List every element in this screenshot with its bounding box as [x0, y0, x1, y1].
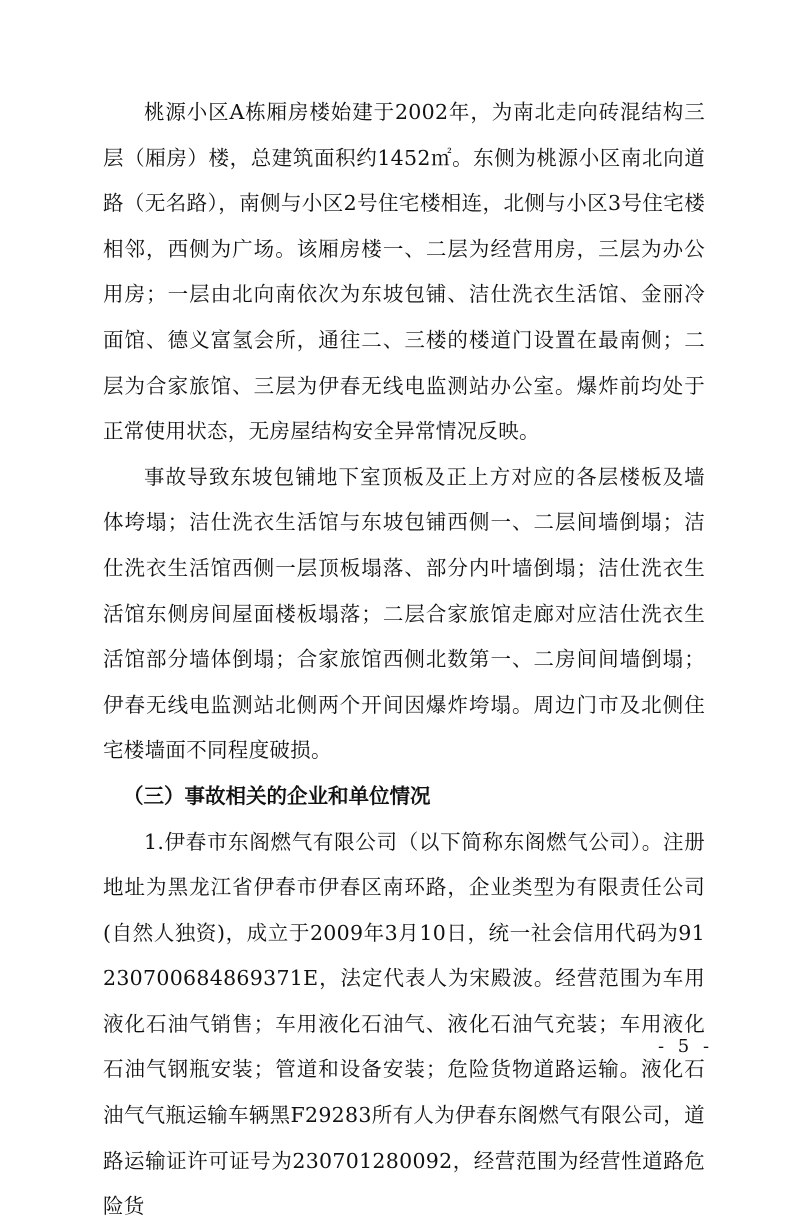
- body-text: [103, 90, 705, 1230]
- paragraph-building-description: 桃源小区A栋厢房楼始建于2002年，为南北走向砖混结构三层（厢房）楼，总建筑面积约1452㎡。东侧为桃源小区南北向道路（无名路），南侧与小区2号住宅楼相连，北侧与小区3号住宅楼相邻，西侧为广场。该厢房楼一、二层为经营用房，三层为办公用房；一层由北向南依次为东坡包铺、洁仕洗衣生活馆、金丽冷面馆、德义富氢会所，通往二、三楼的楼道门设置在最南侧；二层为合家旅馆、三层为伊春无线电监测站办公室。爆炸前均处于正常使用状态，无房屋结构安全异常情况反映。: [103, 100, 705, 444]
- page-number: - 5 -: [658, 1036, 714, 1057]
- paragraph-company-info: 1.伊春市东阁燃气有限公司（以下简称东阁燃气公司）。注册地址为黑龙江省伊春市伊春区南环路，企业类型为有限责任公司(自然人独资)，成立于2009年3月10日，统一社会信用代码为91230700684869371E，法定代表人为宋殿波。经营范围为车用液化石油气销售；车用液化石油气、液化石油气充装；车用液化石油气钢瓶安装；管道和设备安装；危险货物道路运输。液化石油气气瓶运输车辆黑F29283所有人为伊春东阁燃气有限公司，道路运输证许可证号为230701280092，经营范围为经营性道路危险货: [103, 829, 705, 1219]
- section-heading: （三）事故相关的企业和单位情况: [123, 783, 431, 808]
- paragraph-damage-description: 事故导致东坡包铺地下室顶板及正上方对应的各层楼板及墙体垮塌；洁仕洗衣生活馆与东坡包铺西侧一、二层间墙倒塌；洁仕洗衣生活馆西侧一层顶板塌落、部分内叶墙倒塌；洁仕洗衣生活馆东侧房间屋面楼板塌落；二层合家旅馆走廊对应洁仕洗衣生活馆部分墙体倒塌；合家旅馆西侧北数第一、二房间间墙倒塌；伊春无线电监测站北侧两个开间因爆炸垮塌。周边门市及北侧住宅楼墙面不同程度破损。: [103, 464, 705, 763]
